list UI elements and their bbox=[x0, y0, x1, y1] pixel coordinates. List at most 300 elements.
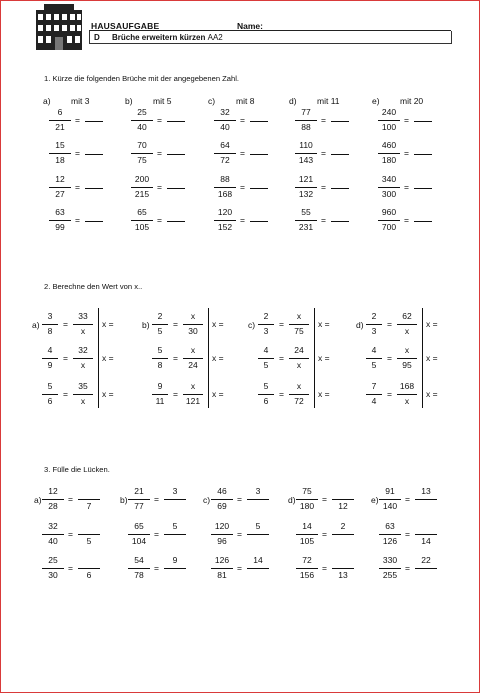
numerator: 2 bbox=[371, 311, 377, 321]
task1-fraction bbox=[49, 175, 71, 201]
answer-blank bbox=[167, 188, 185, 189]
numerator: 14 bbox=[302, 521, 312, 531]
equals-sign: = bbox=[279, 353, 284, 363]
numerator: 5 bbox=[157, 345, 163, 355]
fraction-bar bbox=[258, 324, 274, 325]
fraction-bar bbox=[366, 324, 382, 325]
denominator: 14 bbox=[421, 536, 431, 546]
denominator: 11 bbox=[155, 396, 165, 406]
fraction-bar bbox=[296, 499, 318, 500]
x-equals: x = bbox=[102, 353, 114, 363]
fraction-bar bbox=[183, 394, 203, 395]
fraction-bar bbox=[258, 358, 274, 359]
numerator: 4 bbox=[263, 345, 269, 355]
equals-sign: = bbox=[387, 319, 392, 329]
x-equals: x = bbox=[212, 389, 224, 399]
task3-given-fraction bbox=[211, 556, 233, 582]
equals-sign: = bbox=[404, 115, 409, 125]
fraction-bar bbox=[42, 499, 64, 500]
task3-target-fraction bbox=[247, 487, 269, 513]
task3-given-fraction bbox=[296, 522, 318, 548]
answer-blank bbox=[331, 121, 349, 122]
equals-sign: = bbox=[322, 529, 327, 539]
task1-fraction bbox=[131, 141, 153, 167]
numerator: 126 bbox=[214, 555, 230, 565]
fraction-bar bbox=[73, 358, 93, 359]
numerator: 960 bbox=[381, 207, 397, 217]
numerator: 75 bbox=[302, 486, 312, 496]
denominator: x bbox=[404, 396, 410, 406]
numerator: 460 bbox=[381, 140, 397, 150]
denominator: 72 bbox=[294, 396, 304, 406]
fraction-bar bbox=[164, 568, 186, 569]
equals-sign: = bbox=[279, 319, 284, 329]
task3-given-fraction bbox=[379, 556, 401, 582]
task1-letter: a) bbox=[43, 96, 51, 106]
task1-fraction bbox=[295, 208, 317, 234]
numerator: x bbox=[404, 345, 410, 355]
answer-blank bbox=[167, 154, 185, 155]
denominator: 95 bbox=[402, 360, 412, 370]
answer-blank bbox=[167, 121, 185, 122]
equals-sign: = bbox=[322, 494, 327, 504]
denominator: 99 bbox=[55, 222, 65, 232]
answer-blank bbox=[250, 221, 268, 222]
task1-letter: c) bbox=[208, 96, 216, 106]
equals-sign: = bbox=[68, 563, 73, 573]
fraction-bar bbox=[415, 499, 437, 500]
fraction-bar bbox=[78, 534, 100, 535]
equals-sign: = bbox=[279, 389, 284, 399]
denominator: 81 bbox=[217, 570, 227, 580]
denominator: 30 bbox=[188, 326, 198, 336]
equals-sign: = bbox=[63, 389, 68, 399]
task2-left-fraction bbox=[258, 382, 274, 408]
task3-letter: e) bbox=[371, 495, 379, 505]
equals-sign: = bbox=[157, 182, 162, 192]
equals-sign: = bbox=[387, 389, 392, 399]
task2-left-fraction bbox=[42, 346, 58, 372]
task3-target-fraction bbox=[78, 556, 100, 582]
x-equals: x = bbox=[426, 319, 438, 329]
task3-target-fraction bbox=[164, 556, 186, 582]
denominator: 5 bbox=[371, 360, 377, 370]
divider-line bbox=[314, 308, 315, 408]
task1-instruction: 1. Kürze die folgenden Brüche mit der angegebenen Zahl. bbox=[44, 74, 240, 83]
denominator: 105 bbox=[299, 536, 315, 546]
x-equals: x = bbox=[318, 353, 330, 363]
task3-given-fraction bbox=[128, 487, 150, 513]
x-equals: x = bbox=[426, 353, 438, 363]
denominator: 132 bbox=[298, 189, 314, 199]
fraction-bar bbox=[42, 568, 64, 569]
equals-sign: = bbox=[75, 115, 80, 125]
denominator: 100 bbox=[381, 122, 397, 132]
fraction-bar bbox=[214, 120, 236, 121]
fraction-bar bbox=[152, 394, 168, 395]
fraction-bar bbox=[42, 534, 64, 535]
answer-blank bbox=[85, 188, 103, 189]
fraction-bar bbox=[258, 394, 274, 395]
task3-target-fraction bbox=[415, 556, 437, 582]
task3-target-fraction bbox=[332, 522, 354, 548]
denominator: 5 bbox=[86, 536, 92, 546]
task1-fraction bbox=[295, 175, 317, 201]
fraction-bar bbox=[366, 358, 382, 359]
numerator: x bbox=[296, 381, 302, 391]
numerator: 77 bbox=[301, 107, 311, 117]
task1-fraction bbox=[49, 141, 71, 167]
numerator: 168 bbox=[399, 381, 415, 391]
numerator: 62 bbox=[402, 311, 412, 321]
task1-fraction bbox=[378, 108, 400, 134]
fraction-bar bbox=[131, 120, 153, 121]
denominator: x bbox=[296, 360, 302, 370]
x-equals: x = bbox=[102, 319, 114, 329]
fraction-bar bbox=[379, 568, 401, 569]
denominator: 156 bbox=[299, 570, 315, 580]
denominator: 140 bbox=[382, 501, 398, 511]
answer-blank bbox=[85, 221, 103, 222]
fraction-bar bbox=[183, 358, 203, 359]
task1-fraction bbox=[214, 208, 236, 234]
denominator: 12 bbox=[338, 501, 348, 511]
denominator: 40 bbox=[220, 122, 230, 132]
task3-target-fraction bbox=[332, 556, 354, 582]
fraction-bar bbox=[131, 187, 153, 188]
denominator: 72 bbox=[220, 155, 230, 165]
denominator: 168 bbox=[217, 189, 233, 199]
numerator: 63 bbox=[55, 207, 65, 217]
equals-sign: = bbox=[154, 529, 159, 539]
fraction-bar bbox=[49, 187, 71, 188]
equals-sign: = bbox=[405, 563, 410, 573]
fraction-bar bbox=[128, 568, 150, 569]
task1-letter: e) bbox=[372, 96, 380, 106]
task3-target-fraction bbox=[415, 487, 437, 513]
task1-fraction bbox=[49, 208, 71, 234]
fraction-bar bbox=[247, 568, 269, 569]
task3-target-fraction bbox=[164, 522, 186, 548]
fraction-bar bbox=[211, 568, 233, 569]
answer-blank bbox=[331, 221, 349, 222]
fraction-bar bbox=[332, 568, 354, 569]
fraction-bar bbox=[128, 499, 150, 500]
task2-instruction: 2. Berechne den Wert von x.. bbox=[44, 282, 143, 291]
task2-right-fraction bbox=[73, 382, 93, 408]
denominator: 152 bbox=[217, 222, 233, 232]
fraction-bar bbox=[131, 153, 153, 154]
task3-letter: d) bbox=[288, 495, 296, 505]
numerator: 3 bbox=[255, 486, 261, 496]
fraction-bar bbox=[378, 120, 400, 121]
denominator: 121 bbox=[185, 396, 201, 406]
numerator: 65 bbox=[137, 207, 147, 217]
task3-letter: a) bbox=[34, 495, 42, 505]
task3-letter: b) bbox=[120, 495, 128, 505]
denominator: 3 bbox=[263, 326, 269, 336]
fraction-bar bbox=[295, 120, 317, 121]
task2-letter: b) bbox=[142, 320, 150, 330]
task2-right-fraction bbox=[183, 382, 203, 408]
fraction-bar bbox=[164, 534, 186, 535]
denominator: 9 bbox=[47, 360, 53, 370]
fraction-bar bbox=[214, 187, 236, 188]
task2-left-fraction bbox=[42, 312, 58, 338]
denominator: 6 bbox=[47, 396, 53, 406]
denominator: 28 bbox=[48, 501, 58, 511]
numerator: 54 bbox=[134, 555, 144, 565]
denominator: x bbox=[404, 326, 410, 336]
denominator: 6 bbox=[86, 570, 92, 580]
numerator: x bbox=[296, 311, 302, 321]
numerator: 9 bbox=[172, 555, 178, 565]
task1-factor: mit 5 bbox=[153, 96, 172, 106]
task1-fraction bbox=[131, 108, 153, 134]
numerator: 121 bbox=[298, 174, 314, 184]
task2-letter: d) bbox=[356, 320, 364, 330]
denominator: 5 bbox=[263, 360, 269, 370]
answer-blank bbox=[250, 188, 268, 189]
denominator: 104 bbox=[131, 536, 147, 546]
equals-sign: = bbox=[173, 319, 178, 329]
fraction-bar bbox=[128, 534, 150, 535]
numerator: 22 bbox=[421, 555, 431, 565]
fraction-bar bbox=[397, 324, 417, 325]
fraction-bar bbox=[289, 324, 309, 325]
equals-sign: = bbox=[237, 563, 242, 573]
equals-sign: = bbox=[387, 353, 392, 363]
numerator: 340 bbox=[381, 174, 397, 184]
numerator: 4 bbox=[371, 345, 377, 355]
denominator: 180 bbox=[381, 155, 397, 165]
x-equals: x = bbox=[212, 319, 224, 329]
numerator: 65 bbox=[134, 521, 144, 531]
denominator: 3 bbox=[371, 326, 377, 336]
denominator: 96 bbox=[217, 536, 227, 546]
fraction-bar bbox=[73, 394, 93, 395]
task2-left-fraction bbox=[366, 312, 382, 338]
denominator: 40 bbox=[48, 536, 58, 546]
task1-factor: mit 11 bbox=[317, 96, 340, 106]
task2-left-fraction bbox=[152, 312, 168, 338]
numerator: 25 bbox=[137, 107, 147, 117]
numerator: 120 bbox=[214, 521, 230, 531]
fraction-bar bbox=[295, 220, 317, 221]
divider-line bbox=[422, 308, 423, 408]
denominator: 6 bbox=[263, 396, 269, 406]
fraction-bar bbox=[131, 220, 153, 221]
task3-given-fraction bbox=[379, 487, 401, 513]
answer-blank bbox=[331, 188, 349, 189]
task1-fraction bbox=[378, 141, 400, 167]
task3-target-fraction bbox=[332, 487, 354, 513]
numerator: 9 bbox=[157, 381, 163, 391]
task1-factor: mit 8 bbox=[236, 96, 255, 106]
fraction-bar bbox=[295, 153, 317, 154]
numerator: 4 bbox=[47, 345, 53, 355]
divider-line bbox=[208, 308, 209, 408]
denominator: 88 bbox=[301, 122, 311, 132]
numerator: x bbox=[190, 311, 196, 321]
denominator: 7 bbox=[86, 501, 92, 511]
task3-given-fraction bbox=[42, 556, 64, 582]
denominator: 300 bbox=[381, 189, 397, 199]
denominator: 78 bbox=[134, 570, 144, 580]
fraction-bar bbox=[78, 568, 100, 569]
task2-right-fraction bbox=[73, 346, 93, 372]
task3-target-fraction bbox=[164, 487, 186, 513]
fraction-bar bbox=[152, 324, 168, 325]
task2-left-fraction bbox=[42, 382, 58, 408]
denominator: 69 bbox=[217, 501, 227, 511]
answer-blank bbox=[167, 221, 185, 222]
numerator: 64 bbox=[220, 140, 230, 150]
equals-sign: = bbox=[405, 529, 410, 539]
task2-letter: c) bbox=[248, 320, 256, 330]
fraction-bar bbox=[214, 153, 236, 154]
equals-sign: = bbox=[237, 529, 242, 539]
x-equals: x = bbox=[102, 389, 114, 399]
task3-target-fraction bbox=[247, 556, 269, 582]
equals-sign: = bbox=[63, 319, 68, 329]
fraction-bar bbox=[397, 394, 417, 395]
denominator: 255 bbox=[382, 570, 398, 580]
equals-sign: = bbox=[75, 215, 80, 225]
fraction-bar bbox=[332, 534, 354, 535]
denominator: 4 bbox=[371, 396, 377, 406]
task1-fraction bbox=[131, 208, 153, 234]
fraction-bar bbox=[296, 568, 318, 569]
numerator: 110 bbox=[299, 140, 313, 150]
numerator: 88 bbox=[220, 174, 230, 184]
numerator: 46 bbox=[217, 486, 227, 496]
denominator: 21 bbox=[55, 122, 65, 132]
equals-sign: = bbox=[321, 115, 326, 125]
equals-sign: = bbox=[404, 148, 409, 158]
answer-blank bbox=[250, 121, 268, 122]
fraction-bar bbox=[397, 358, 417, 359]
fraction-bar bbox=[379, 534, 401, 535]
task2-right-fraction bbox=[397, 312, 417, 338]
numerator: 240 bbox=[381, 107, 397, 117]
equals-sign: = bbox=[240, 182, 245, 192]
fraction-bar bbox=[42, 394, 58, 395]
numerator: 13 bbox=[421, 486, 431, 496]
task3-target-fraction bbox=[78, 487, 100, 513]
task1-letter: d) bbox=[289, 96, 297, 106]
header-title: HAUSAUFGABE bbox=[91, 21, 160, 31]
denominator: 5 bbox=[157, 326, 163, 336]
denominator: 27 bbox=[55, 189, 65, 199]
school-building-logo bbox=[34, 4, 84, 52]
numerator: 6 bbox=[57, 107, 63, 117]
equals-sign: = bbox=[68, 529, 73, 539]
task3-given-fraction bbox=[379, 522, 401, 548]
numerator: 15 bbox=[55, 140, 65, 150]
task3-given-fraction bbox=[42, 487, 64, 513]
equals-sign: = bbox=[237, 494, 242, 504]
numerator: 120 bbox=[217, 207, 233, 217]
fraction-bar bbox=[247, 499, 269, 500]
numerator: 21 bbox=[134, 486, 144, 496]
task2-right-fraction bbox=[289, 382, 309, 408]
equals-sign: = bbox=[63, 353, 68, 363]
task2-right-fraction bbox=[397, 382, 417, 408]
task3-instruction: 3. Fülle die Lücken. bbox=[44, 465, 110, 474]
equals-sign: = bbox=[404, 215, 409, 225]
equals-sign: = bbox=[75, 148, 80, 158]
task2-right-fraction bbox=[397, 346, 417, 372]
task3-given-fraction bbox=[128, 556, 150, 582]
fraction-bar bbox=[378, 187, 400, 188]
answer-blank bbox=[414, 221, 432, 222]
numerator: 14 bbox=[253, 555, 263, 565]
fraction-bar bbox=[164, 499, 186, 500]
numerator: 35 bbox=[78, 381, 88, 391]
answer-blank bbox=[85, 154, 103, 155]
answer-blank bbox=[414, 154, 432, 155]
equals-sign: = bbox=[173, 353, 178, 363]
equals-sign: = bbox=[157, 148, 162, 158]
task3-given-fraction bbox=[42, 522, 64, 548]
fraction-bar bbox=[289, 394, 309, 395]
equals-sign: = bbox=[322, 563, 327, 573]
task1-letter: b) bbox=[125, 96, 133, 106]
fraction-bar bbox=[289, 358, 309, 359]
fraction-bar bbox=[415, 534, 437, 535]
task1-fraction bbox=[214, 175, 236, 201]
task2-right-fraction bbox=[73, 312, 93, 338]
numerator: 2 bbox=[157, 311, 163, 321]
answer-blank bbox=[85, 121, 103, 122]
fraction-bar bbox=[49, 153, 71, 154]
fraction-bar bbox=[378, 153, 400, 154]
fraction-bar bbox=[378, 220, 400, 221]
numerator: 32 bbox=[48, 521, 58, 531]
divider-line bbox=[98, 308, 99, 408]
task3-given-fraction bbox=[128, 522, 150, 548]
answer-blank bbox=[414, 188, 432, 189]
x-equals: x = bbox=[426, 389, 438, 399]
denominator: 13 bbox=[338, 570, 348, 580]
equals-sign: = bbox=[173, 389, 178, 399]
equals-sign: = bbox=[404, 182, 409, 192]
task2-left-fraction bbox=[258, 312, 274, 338]
numerator: x bbox=[190, 381, 196, 391]
task3-target-fraction bbox=[415, 522, 437, 548]
task3-given-fraction bbox=[211, 487, 233, 513]
fraction-bar bbox=[49, 220, 71, 221]
task2-right-fraction bbox=[183, 312, 203, 338]
denominator: 215 bbox=[134, 189, 150, 199]
header-subtitle: Brüche erweitern kürzen AA2 bbox=[112, 33, 223, 42]
numerator: 200 bbox=[134, 174, 150, 184]
denominator: x bbox=[80, 326, 86, 336]
numerator: 70 bbox=[137, 140, 147, 150]
task2-right-fraction bbox=[289, 312, 309, 338]
denominator: 231 bbox=[298, 222, 314, 232]
task2-letter: a) bbox=[32, 320, 40, 330]
equals-sign: = bbox=[321, 148, 326, 158]
fraction-bar bbox=[247, 534, 269, 535]
numerator: 2 bbox=[340, 521, 346, 531]
fraction-bar bbox=[183, 324, 203, 325]
equals-sign: = bbox=[240, 115, 245, 125]
denominator: x bbox=[80, 360, 86, 370]
numerator: 72 bbox=[302, 555, 312, 565]
denominator: 8 bbox=[47, 326, 53, 336]
